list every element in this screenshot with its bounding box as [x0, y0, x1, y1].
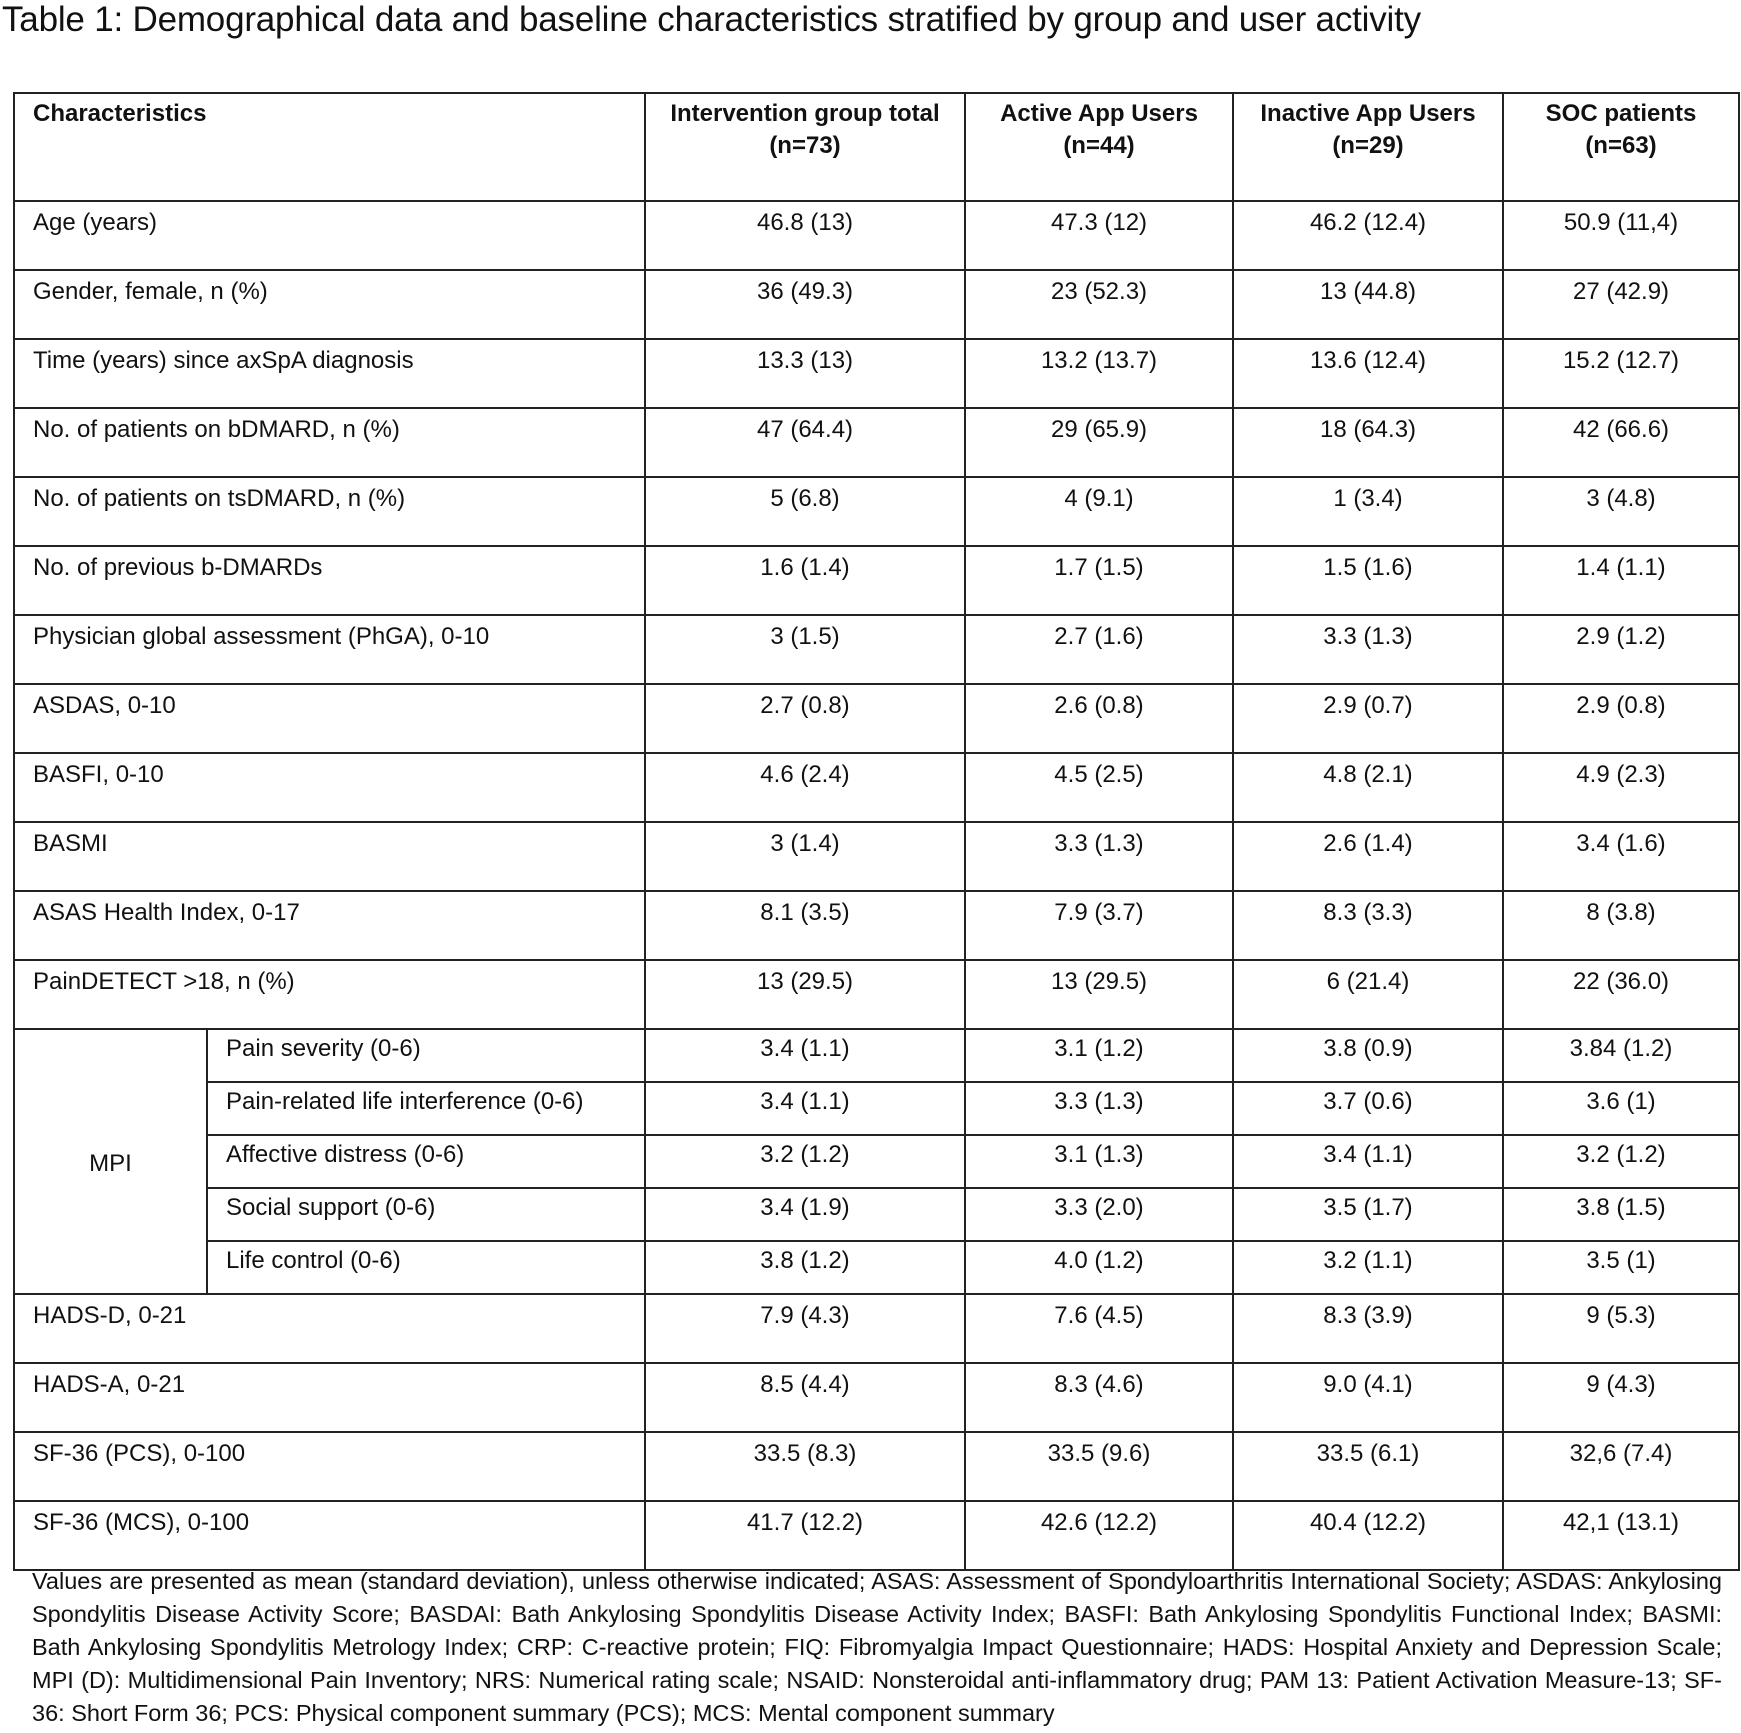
- table-cell: 36 (49.3): [645, 270, 965, 339]
- mpi-row: [14, 1029, 1739, 1082]
- row-label: ASDAS, 0-10: [14, 684, 645, 753]
- table-cell: 8.3 (3.3): [1233, 891, 1503, 960]
- mpi-row: [14, 1241, 1739, 1294]
- table-cell: 33.5 (8.3): [645, 1432, 965, 1501]
- mpi-sub-label: Social support (0-6): [207, 1188, 645, 1241]
- table-cell: 13 (44.8): [1233, 270, 1503, 339]
- table-cell: 42 (66.6): [1503, 408, 1739, 477]
- table-cell: 2.6 (1.4): [1233, 822, 1503, 891]
- table-cell: 3.3 (1.3): [965, 1082, 1233, 1135]
- table-cell: 29 (65.9): [965, 408, 1233, 477]
- table-cell: 3.4 (1.1): [1233, 1135, 1503, 1188]
- table-cell: 4.0 (1.2): [965, 1241, 1233, 1294]
- table-cell: 42,1 (13.1): [1503, 1501, 1739, 1570]
- row-label: Age (years): [14, 201, 645, 270]
- table-cell: 13 (29.5): [965, 960, 1233, 1029]
- table-cell: 47 (64.4): [645, 408, 965, 477]
- table-row: [14, 615, 1739, 684]
- table-cell: 8 (3.8): [1503, 891, 1739, 960]
- row-label: BASFI, 0-10: [14, 753, 645, 822]
- table-cell: 3.2 (1.1): [1233, 1241, 1503, 1294]
- mpi-sub-label: Affective distress (0-6): [207, 1135, 645, 1188]
- row-label: Physician global assessment (PhGA), 0-10: [14, 615, 645, 684]
- table-cell: 3 (4.8): [1503, 477, 1739, 546]
- row-label: BASMI: [14, 822, 645, 891]
- table-cell: 3.84 (1.2): [1503, 1029, 1739, 1082]
- row-label: Gender, female, n (%): [14, 270, 645, 339]
- table-row: [14, 546, 1739, 615]
- table-cell: 8.1 (3.5): [645, 891, 965, 960]
- table-row: [14, 960, 1739, 1029]
- table-cell: 3.3 (1.3): [965, 822, 1233, 891]
- table-cell: 33.5 (6.1): [1233, 1432, 1503, 1501]
- mpi-group-label: MPI: [14, 1029, 207, 1294]
- table-cell: 3.4 (1.1): [645, 1029, 965, 1082]
- table-cell: 3.5 (1.7): [1233, 1188, 1503, 1241]
- mpi-sub-label: Life control (0-6): [207, 1241, 645, 1294]
- row-label: SF-36 (MCS), 0-100: [14, 1501, 645, 1570]
- table-cell: 3 (1.5): [645, 615, 965, 684]
- table-cell: 1.4 (1.1): [1503, 546, 1739, 615]
- table-cell: 22 (36.0): [1503, 960, 1739, 1029]
- table-title: Table 1: Demographical data and baseline characteristics stratified by group and user activity: [2, 0, 1421, 39]
- table-cell: 2.7 (1.6): [965, 615, 1233, 684]
- table-cell: 8.5 (4.4): [645, 1363, 965, 1432]
- table-cell: 42.6 (12.2): [965, 1501, 1233, 1570]
- table-row: [14, 201, 1739, 270]
- table-cell: 2.9 (0.7): [1233, 684, 1503, 753]
- table-row: [14, 270, 1739, 339]
- table-cell: 2.9 (0.8): [1503, 684, 1739, 753]
- table-cell: 3.2 (1.2): [645, 1135, 965, 1188]
- table-cell: 2.9 (1.2): [1503, 615, 1739, 684]
- table-cell: 3.8 (0.9): [1233, 1029, 1503, 1082]
- row-label: PainDETECT >18, n (%): [14, 960, 645, 1029]
- table-cell: 46.2 (12.4): [1233, 201, 1503, 270]
- table-cell: 23 (52.3): [965, 270, 1233, 339]
- table-cell: 3 (1.4): [645, 822, 965, 891]
- row-label: No. of patients on bDMARD, n (%): [14, 408, 645, 477]
- table-cell: 3.4 (1.6): [1503, 822, 1739, 891]
- table-cell: 4.5 (2.5): [965, 753, 1233, 822]
- table-cell: 3.7 (0.6): [1233, 1082, 1503, 1135]
- row-label: No. of previous b-DMARDs: [14, 546, 645, 615]
- table-cell: 3.3 (1.3): [1233, 615, 1503, 684]
- table-cell: 7.9 (3.7): [965, 891, 1233, 960]
- table-cell: 13.6 (12.4): [1233, 339, 1503, 408]
- table-cell: 1.7 (1.5): [965, 546, 1233, 615]
- row-label: HADS-D, 0-21: [14, 1294, 645, 1363]
- table-row: [14, 1432, 1739, 1501]
- table-cell: 5 (6.8): [645, 477, 965, 546]
- row-label: No. of patients on tsDMARD, n (%): [14, 477, 645, 546]
- table-cell: 9 (4.3): [1503, 1363, 1739, 1432]
- table-cell: 8.3 (4.6): [965, 1363, 1233, 1432]
- table-cell: 9.0 (4.1): [1233, 1363, 1503, 1432]
- table-cell: 3.3 (2.0): [965, 1188, 1233, 1241]
- header-active-app-users: Active App Users (n=44): [965, 93, 1233, 201]
- table-cell: 7.9 (4.3): [645, 1294, 965, 1363]
- table-cell: 27 (42.9): [1503, 270, 1739, 339]
- mpi-sub-label: Pain severity (0-6): [207, 1029, 645, 1082]
- row-label: ASAS Health Index, 0-17: [14, 891, 645, 960]
- table-cell: 3.4 (1.1): [645, 1082, 965, 1135]
- table-cell: 4.9 (2.3): [1503, 753, 1739, 822]
- table-cell: 2.7 (0.8): [645, 684, 965, 753]
- mpi-row: [14, 1188, 1739, 1241]
- table-cell: 3.4 (1.9): [645, 1188, 965, 1241]
- table-cell: 9 (5.3): [1503, 1294, 1739, 1363]
- table-row: [14, 753, 1739, 822]
- table-cell: 3.1 (1.2): [965, 1029, 1233, 1082]
- table-cell: 4.6 (2.4): [645, 753, 965, 822]
- mpi-sub-label: Pain-related life interference (0-6): [207, 1082, 645, 1135]
- table-cell: 33.5 (9.6): [965, 1432, 1233, 1501]
- mpi-row: [14, 1082, 1739, 1135]
- table-cell: 41.7 (12.2): [645, 1501, 965, 1570]
- table-cell: 50.9 (11,4): [1503, 201, 1739, 270]
- header-characteristics: Characteristics: [14, 93, 645, 201]
- table-row: [14, 339, 1739, 408]
- table-row: [14, 477, 1739, 546]
- table-cell: 6 (21.4): [1233, 960, 1503, 1029]
- table-cell: 3.1 (1.3): [965, 1135, 1233, 1188]
- table-row: [14, 684, 1739, 753]
- table-cell: 13 (29.5): [645, 960, 965, 1029]
- table-cell: 7.6 (4.5): [965, 1294, 1233, 1363]
- header-row: [14, 93, 1739, 201]
- row-label: HADS-A, 0-21: [14, 1363, 645, 1432]
- header-intervention-total: Intervention group total (n=73): [645, 93, 965, 201]
- table-row: [14, 891, 1739, 960]
- header-inactive-app-users: Inactive App Users (n=29): [1233, 93, 1503, 201]
- table-cell: 13.2 (13.7): [965, 339, 1233, 408]
- table-cell: 3.6 (1): [1503, 1082, 1739, 1135]
- row-label: Time (years) since axSpA diagnosis: [14, 339, 645, 408]
- table-cell: 4.8 (2.1): [1233, 753, 1503, 822]
- table-cell: 13.3 (13): [645, 339, 965, 408]
- mpi-row: [14, 1135, 1739, 1188]
- table-cell: 18 (64.3): [1233, 408, 1503, 477]
- header-soc-patients: SOC patients (n=63): [1503, 93, 1739, 201]
- table-cell: 3.2 (1.2): [1503, 1135, 1739, 1188]
- table-cell: 47.3 (12): [965, 201, 1233, 270]
- table-row: [14, 822, 1739, 891]
- table-cell: 1.6 (1.4): [645, 546, 965, 615]
- table-cell: 40.4 (12.2): [1233, 1501, 1503, 1570]
- table-cell: 1 (3.4): [1233, 477, 1503, 546]
- table-cell: 3.8 (1.5): [1503, 1188, 1739, 1241]
- table-row: [14, 1501, 1739, 1570]
- table-cell: 1.5 (1.6): [1233, 546, 1503, 615]
- table-row: [14, 1363, 1739, 1432]
- table-cell: 15.2 (12.7): [1503, 339, 1739, 408]
- baseline-characteristics-table: [13, 92, 1740, 1571]
- table-cell: 4 (9.1): [965, 477, 1233, 546]
- table-cell: 46.8 (13): [645, 201, 965, 270]
- table-cell: 3.8 (1.2): [645, 1241, 965, 1294]
- table-footnote: Values are presented as mean (standard deviation), unless otherwise indicated; ASAS: Assessment of Spondyloarthritis International Society; ASDAS: Ankylosing Spondylitis Disease Activity Score; BASDAI: Bath Ankylosing Spondylitis Disease Activity Index; BASFI: Bath Ankylosing Spondylitis Functional Index; BASMI: Bath Ankylosing Spondylitis Metrology Index; CRP: C-reactive protein; FIQ: Fibromyalgia Impact Questionnaire; HADS: Hospital Anxiety and Depression Scale; MPI (D): Multidimensional Pain Inventory; NRS: Numerical rating scale; NSAID: Nonsteroidal anti-inflammatory drug; PAM 13: Patient Activation Measure-13; SF-36: Short Form 36; PCS: Physical component summary (PCS); MCS: Mental component summary: [32, 1568, 1722, 1726]
- table-cell: 3.5 (1): [1503, 1241, 1739, 1294]
- row-label: SF-36 (PCS), 0-100: [14, 1432, 645, 1501]
- table-cell: 32,6 (7.4): [1503, 1432, 1739, 1501]
- table-cell: 2.6 (0.8): [965, 684, 1233, 753]
- table-cell: 8.3 (3.9): [1233, 1294, 1503, 1363]
- table-row: [14, 1294, 1739, 1363]
- table-row: [14, 408, 1739, 477]
